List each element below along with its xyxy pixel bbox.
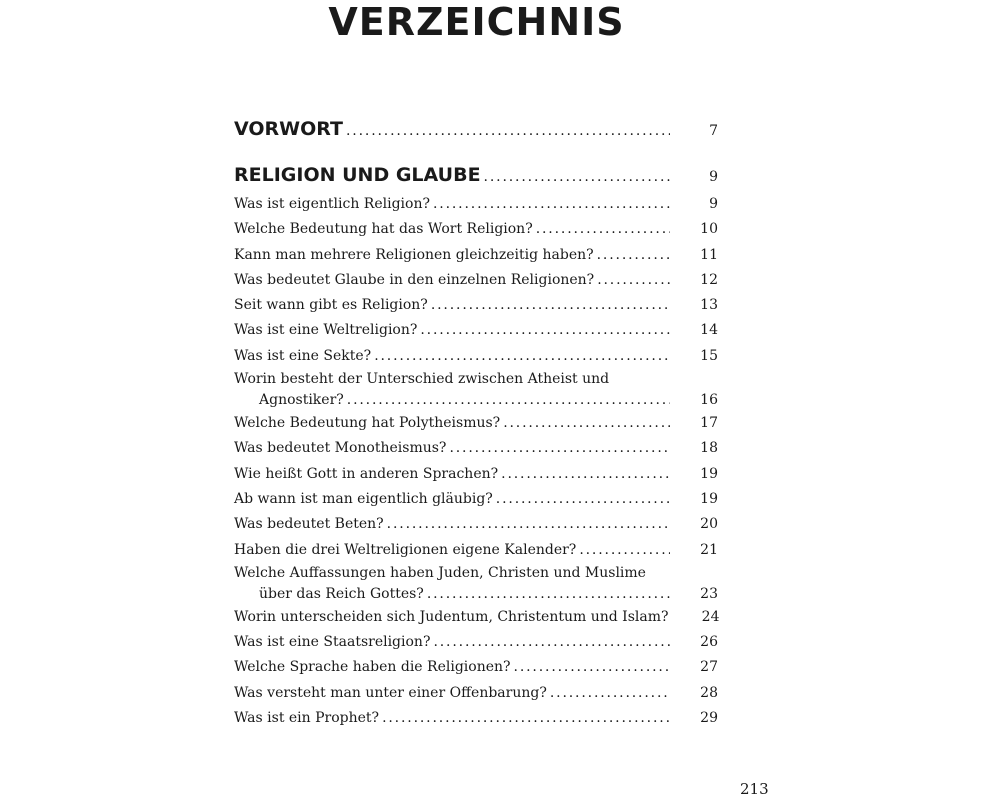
toc-page-number: 20 [700,516,718,533]
toc-entry[interactable] [234,605,718,630]
toc-page-number: 12 [700,271,718,288]
toc-page-number: 9 [709,196,718,212]
toc-page-number: 10 [700,221,718,238]
leader-dots [346,114,670,148]
toc-entry[interactable] [234,583,718,605]
leader-dots [496,487,670,512]
toc-page-number: 26 [700,634,718,651]
toc-page-number: 27 [700,659,718,676]
leader-dots [597,268,670,293]
leader-dots [484,160,670,194]
toc-entry-text: Was bedeutet Glaube in den einzelnen Religionen? [234,271,595,288]
toc-entry-text: RELIGION UND GLAUBE [234,164,481,186]
leader-dots [579,538,670,563]
toc-entry-text: Was ist eine Staatsreligion? [234,634,431,651]
toc-entry[interactable] [234,293,718,318]
toc-entry-text: Welche Sprache haben die Religionen? [234,659,511,676]
leader-dots [449,436,670,461]
toc-entry[interactable] [234,630,718,655]
toc-entry-text: Was bedeutet Monotheismus? [234,440,447,457]
toc-entry-text: Welche Bedeutung hat das Wort Religion? [234,221,533,238]
toc-entry[interactable] [234,487,718,512]
toc-entry-text: Was bedeutet Beten? [234,516,384,533]
leader-dots [382,706,670,731]
toc-entry[interactable] [234,318,718,343]
toc-page-number: 23 [700,585,718,602]
toc-entry[interactable] [234,217,718,242]
toc-entry[interactable] [234,538,718,563]
toc-entry-text: Agnostiker? [259,392,344,409]
toc-entry[interactable] [234,706,718,731]
toc-page-number: 14 [700,322,718,339]
leader-dots [550,681,670,706]
toc-page-number: 19 [700,490,718,507]
leader-dots [347,389,670,411]
toc-page-number: 28 [700,684,718,701]
leader-dots [514,655,670,680]
toc-entry-text: Worin unterscheiden sich Judentum, Christentum und Islam? [234,608,669,625]
toc-page-number: 11 [700,246,718,263]
toc-entry[interactable] [234,681,718,706]
toc-entry[interactable] [234,512,718,537]
toc-entry-text: Was ist eine Sekte? [234,347,372,364]
leader-dots [374,344,670,369]
leader-dots [433,630,670,655]
toc-entry-text: über das Reich Gottes? [259,585,424,602]
toc-entry[interactable] [234,389,718,411]
toc-entry-text: Kann man mehrere Religionen gleichzeitig haben? [234,246,594,263]
toc-page-number: 15 [700,347,718,364]
leader-dots [427,583,670,605]
toc-page-number: 29 [700,710,718,727]
toc-entry-text: Ab wann ist man eigentlich gläubig? [234,490,493,507]
toc-page-number: 19 [700,465,718,482]
toc-entry-text: Seit wann gibt es Religion? [234,297,428,314]
toc-entry-text: Was ist eine Weltreligion? [234,322,418,339]
toc-entry[interactable] [234,243,718,268]
leader-dots [433,192,670,217]
toc-entry-text: Haben die drei Weltreligionen eigene Kalender? [234,541,577,558]
toc-entry-text: Welche Auffassungen haben Juden, Christen und Muslime [234,564,646,581]
leader-dots [501,462,670,487]
toc-entry[interactable] [234,268,718,293]
toc-entry[interactable] [234,192,718,217]
toc-page-number: 9 [709,169,718,185]
toc-entry-text: Was ist eigentlich Religion? [234,196,430,212]
toc-page-number: 21 [700,541,718,558]
toc-entry[interactable] [234,436,718,461]
toc-entry-line [234,563,718,583]
leader-dots [387,512,670,537]
toc-entry[interactable] [234,655,718,680]
toc-heading[interactable] [234,158,718,192]
toc-page-number: 17 [700,415,718,432]
toc-page-number: 18 [700,440,718,457]
toc-entry-line [234,369,718,389]
leader-dots [503,411,670,436]
toc-page-number: 24 [701,608,720,625]
toc-entry[interactable] [234,462,718,487]
toc-page-number: 13 [700,297,718,314]
toc-entry-text: Welche Bedeutung hat Polytheismus? [234,415,501,432]
table-of-contents [234,112,718,731]
leader-dots [431,293,670,318]
toc-entry[interactable] [234,344,718,369]
toc-page-number: 16 [700,392,718,409]
leader-dots [597,243,670,268]
leader-dots [536,217,670,242]
toc-entry-text: Was versteht man unter einer Offenbarung? [234,684,547,701]
page-title: VERZEICHNIS [328,0,625,44]
toc-page-number: 7 [709,123,718,139]
toc-heading[interactable] [234,112,718,146]
toc-entry-text: Was ist ein Prophet? [234,710,380,727]
toc-entry-text: VORWORT [234,118,343,140]
toc-entry-text: Wie heißt Gott in anderen Sprachen? [234,465,499,482]
page-number: 213 [740,780,769,798]
toc-entry[interactable] [234,411,718,436]
leader-dots [420,318,670,343]
toc-entry-text: Worin besteht der Unterschied zwischen Atheist und [234,371,610,388]
